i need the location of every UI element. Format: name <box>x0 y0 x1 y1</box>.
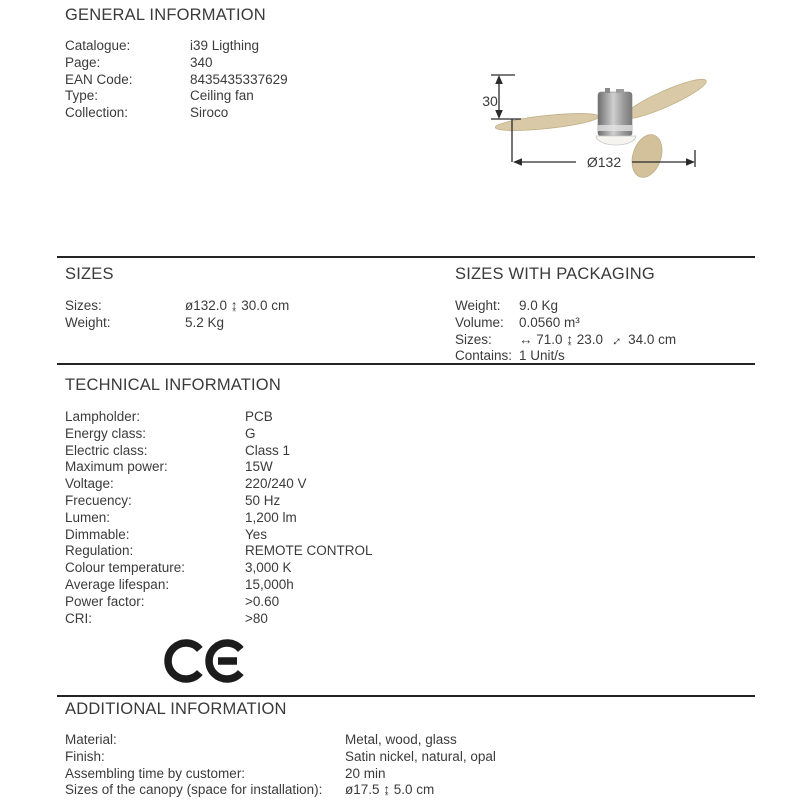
spec-label: Energy class: <box>65 425 147 441</box>
spec-label: Collection: <box>65 105 129 121</box>
spec-row <box>65 749 496 766</box>
spec-value: 50 Hz <box>245 492 281 508</box>
spec-value <box>519 329 677 350</box>
spec-label: EAN Code: <box>65 71 133 87</box>
sizes-title: SIZES <box>65 265 114 283</box>
spec-label: Lumen: <box>65 509 111 525</box>
spec-value: 220/240 V <box>245 476 307 492</box>
spec-value: 15,000h <box>245 576 294 592</box>
spec-row <box>455 298 676 315</box>
spec-label: Sizes: <box>455 331 492 347</box>
spec-value: ø132.0 ↨ 30.0 cm <box>185 298 290 313</box>
spec-value: 0.0560 m³ <box>519 314 580 330</box>
spec-label: Volume: <box>455 314 504 330</box>
sizes-with-packaging-title: SIZES WITH PACKAGING <box>455 265 655 283</box>
spec-label: Colour temperature: <box>65 560 186 576</box>
section-sizes <box>65 265 289 332</box>
general-information-rows <box>65 38 288 122</box>
fan-motor-body <box>596 88 636 145</box>
section-sizes-with-packaging <box>455 265 676 365</box>
packaging-rows <box>455 298 676 365</box>
packaging-sizes-depth: 34.0 cm <box>628 331 677 347</box>
spec-value: i39 Ligthing <box>190 38 260 53</box>
spec-value: Metal, wood, glass <box>345 732 457 747</box>
spec-label: Regulation: <box>65 543 134 559</box>
fan-light-dome <box>596 136 636 145</box>
height-dimension-lines <box>491 75 521 162</box>
spec-value: Siroco <box>190 105 229 121</box>
spec-row <box>65 527 373 544</box>
spec-label: Page: <box>65 54 101 70</box>
spec-label: Dimmable: <box>65 526 130 542</box>
spec-label: Weight: <box>455 298 501 313</box>
spec-label: Contains: <box>455 348 513 364</box>
spec-row <box>65 298 289 315</box>
spec-value: >0.60 <box>245 593 280 609</box>
spec-row <box>65 443 373 460</box>
spec-row <box>65 55 288 72</box>
general-information-title: GENERAL INFORMATION <box>65 6 266 24</box>
spec-value: G <box>245 425 256 441</box>
divider <box>57 363 755 365</box>
spec-label: Finish: <box>65 748 105 764</box>
spec-value: 5.2 Kg <box>185 314 225 330</box>
spec-row <box>455 329 677 350</box>
spec-row <box>65 732 496 749</box>
spec-row <box>65 38 288 55</box>
spec-row <box>65 543 373 560</box>
spec-row <box>65 493 373 510</box>
spec-value: 15W <box>245 459 273 475</box>
spec-label: Material: <box>65 732 117 747</box>
spec-value: Ceiling fan <box>190 88 254 104</box>
divider <box>57 256 755 258</box>
spec-value: PCB <box>245 409 273 424</box>
spec-row <box>65 88 288 105</box>
spec-row <box>65 426 373 443</box>
technical-information-title: TECHNICAL INFORMATION <box>65 376 281 394</box>
packaging-sizes-wh: ↔ 71.0 ↨ 23.0 <box>519 331 604 347</box>
spec-value: 9.0 Kg <box>519 298 559 313</box>
diameter-dimension-label: Ø132 <box>586 154 622 170</box>
spec-value: REMOTE CONTROL <box>245 543 373 559</box>
spec-value: 1 Unit/s <box>519 348 565 364</box>
height-dimension-label: 30 <box>482 93 498 109</box>
spec-row <box>65 510 373 527</box>
spec-value: 20 min <box>345 765 386 781</box>
diagonal-arrow-icon: ↔ <box>604 329 626 350</box>
spec-row <box>455 315 676 332</box>
spec-value: Class 1 <box>245 442 291 458</box>
spec-row <box>65 594 373 611</box>
spec-value: 3,000 K <box>245 560 292 576</box>
section-general-information <box>65 6 288 122</box>
spec-value: Satin nickel, natural, opal <box>345 748 496 764</box>
spec-row <box>65 72 288 89</box>
spec-label: Maximum power: <box>65 459 168 475</box>
spec-label: Sizes: <box>65 298 102 313</box>
spec-label: Catalogue: <box>65 38 131 53</box>
spec-label: Lampholder: <box>65 409 141 424</box>
spec-row <box>65 315 289 332</box>
spec-value: 8435435337629 <box>190 71 288 87</box>
divider <box>57 695 755 697</box>
ce-mark-icon <box>163 635 253 687</box>
spec-row <box>65 577 373 594</box>
spec-value: 340 <box>190 54 213 70</box>
spec-row <box>65 476 373 493</box>
spec-label: Electric class: <box>65 442 148 458</box>
spec-label: Average lifespan: <box>65 576 170 592</box>
additional-information-title: ADDITIONAL INFORMATION <box>65 700 287 718</box>
spec-row <box>65 105 288 122</box>
technical-rows <box>65 409 373 627</box>
spec-label: Power factor: <box>65 593 145 609</box>
sizes-rows <box>65 298 289 332</box>
additional-rows <box>65 732 496 799</box>
spec-label: Type: <box>65 88 99 104</box>
spec-row <box>65 782 496 799</box>
section-additional-information <box>65 700 496 799</box>
section-technical-information <box>65 376 373 627</box>
product-diagram-image <box>475 55 715 180</box>
spec-row <box>65 766 496 783</box>
spec-value: ø17.5 ↨ 5.0 cm <box>345 782 435 798</box>
spec-label: Frecuency: <box>65 492 132 508</box>
spec-label: CRI: <box>65 610 92 626</box>
spec-value: >80 <box>245 610 268 626</box>
spec-value: Yes <box>245 526 268 542</box>
spec-label: Sizes of the canopy (space for installation): <box>65 782 323 798</box>
spec-label: Voltage: <box>65 476 114 492</box>
spec-row <box>65 560 373 577</box>
spec-row <box>65 459 373 476</box>
spec-row <box>65 409 373 426</box>
spec-value: 1,200 lm <box>245 509 297 525</box>
spec-row <box>65 611 373 628</box>
spec-label: Assembling time by customer: <box>65 765 246 781</box>
spec-label: Weight: <box>65 314 111 330</box>
